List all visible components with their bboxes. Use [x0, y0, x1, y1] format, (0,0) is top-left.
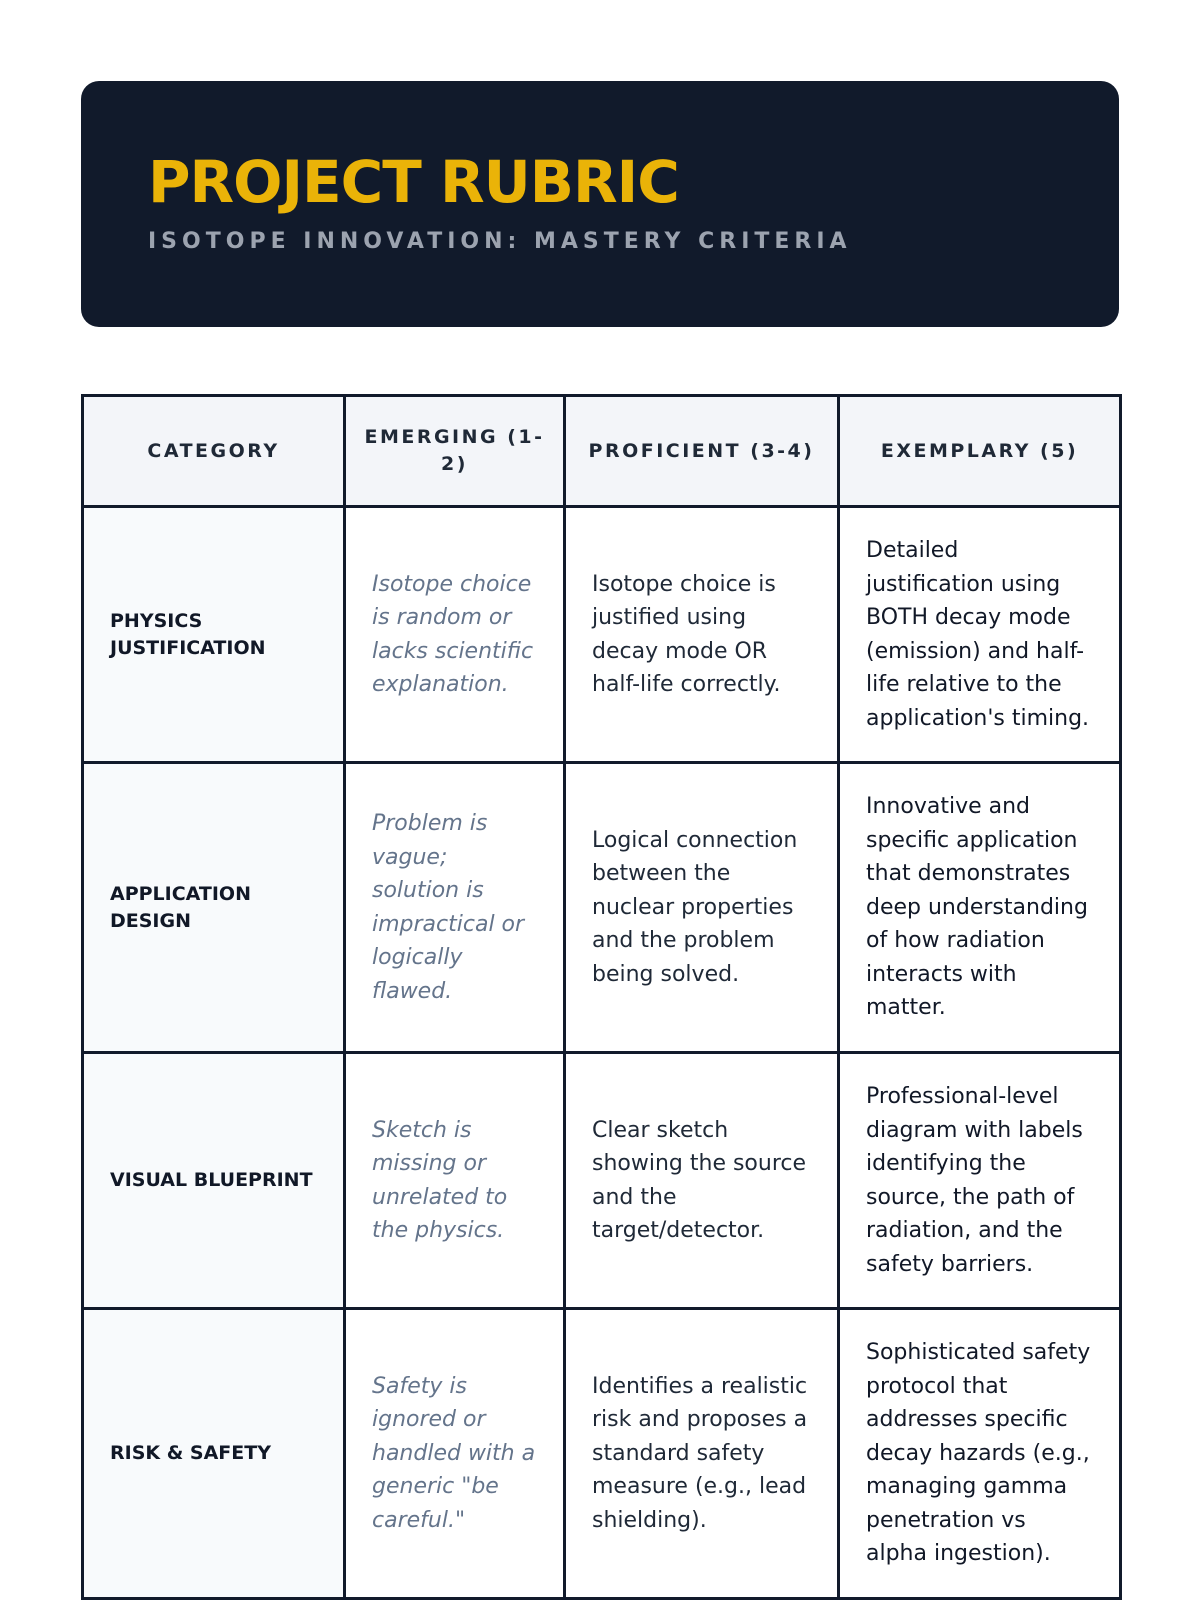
- emerging-cell: Sketch is missing or unrelated to the physics.: [345, 1053, 565, 1309]
- proficient-cell: Logical connection between the nuclear properties and the problem being solved.: [565, 763, 839, 1053]
- exemplary-cell: Innovative and specific application that demonstrates deep understanding of how radiation interacts with matter.: [839, 763, 1121, 1053]
- header-banner: [81, 81, 1119, 327]
- exemplary-cell: Sophisticated safety protocol that addresses specific decay hazards (e.g., managing gamma penetration vs alpha ingestion).: [839, 1309, 1121, 1599]
- emerging-cell: Problem is vague; solution is impractical or logically flawed.: [345, 763, 565, 1053]
- column-header-exemplary: EXEMPLARY (5): [839, 396, 1121, 507]
- page-subtitle: ISOTOPE INNOVATION: MASTERY CRITERIA: [148, 229, 852, 254]
- category-cell: PHYSICS JUSTIFICATION: [83, 507, 345, 763]
- emerging-cell: Isotope choice is random or lacks scientific explanation.: [345, 507, 565, 763]
- exemplary-cell: Professional-level diagram with labels identifying the source, the path of radiation, and the safety barriers.: [839, 1053, 1121, 1309]
- proficient-cell: Identifies a realistic risk and proposes a standard safety measure (e.g., lead shielding).: [565, 1309, 839, 1599]
- rubric-table: [81, 394, 1122, 1600]
- proficient-cell: Clear sketch showing the source and the target/detector.: [565, 1053, 839, 1309]
- emerging-cell: Safety is ignored or handled with a generic "be careful.": [345, 1309, 565, 1599]
- table-header-row: [83, 396, 1121, 507]
- table-row: [83, 1309, 1121, 1599]
- column-header-category: CATEGORY: [83, 396, 345, 507]
- table-row: [83, 507, 1121, 763]
- proficient-cell: Isotope choice is justified using decay mode OR half-life correctly.: [565, 507, 839, 763]
- page-title: PROJECT RUBRIC: [148, 148, 679, 216]
- category-cell: APPLICATION DESIGN: [83, 763, 345, 1053]
- exemplary-cell: Detailed justification using BOTH decay mode (emission) and half-life relative to the application's timing.: [839, 507, 1121, 763]
- table-row: [83, 763, 1121, 1053]
- column-header-proficient: PROFICIENT (3-4): [565, 396, 839, 507]
- column-header-emerging: EMERGING (1-2): [345, 396, 565, 507]
- category-cell: RISK & SAFETY: [83, 1309, 345, 1599]
- category-cell: VISUAL BLUEPRINT: [83, 1053, 345, 1309]
- table-row: [83, 1053, 1121, 1309]
